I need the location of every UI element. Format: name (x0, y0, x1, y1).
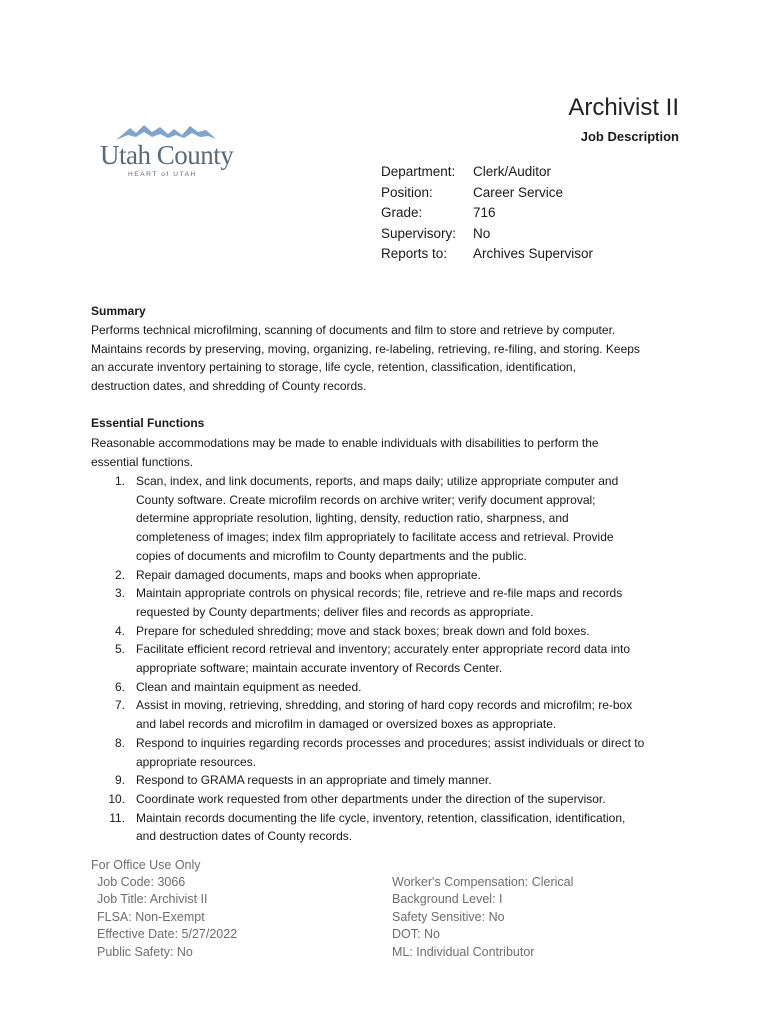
intro-line: Reasonable accommodations may be made to enable individuals with disabilities to perform the (91, 436, 599, 450)
info-label: Supervisory: (381, 225, 457, 241)
function-item (91, 640, 691, 677)
job-title: Job Title: Archivist II (97, 892, 208, 907)
info-label: Grade: (381, 205, 423, 220)
ml-level: ML: Individual Contributor (392, 944, 535, 959)
summary-line: an accurate inventory pertaining to storage, life cycle, retention, classification, identification, (91, 360, 576, 375)
function-line: County software. Create microfilm records on archive writer; verify document approval; (136, 492, 596, 507)
summary-line: Maintains records by preserving, moving, organizing, re-labeling, retrieving, re-filing, and storing. Keeps (91, 341, 640, 356)
function-item (91, 678, 691, 697)
function-item (91, 584, 691, 621)
function-line: Facilitate efficient record retrieval and inventory; accurately enter appropriate record data into (136, 642, 631, 657)
function-line: appropriate software; maintain accurate inventory of Records Center. (136, 661, 503, 676)
function-line: determine appropriate resolution, lighting, density, reduction ratio, sharpness, and (136, 511, 569, 526)
office-use-right-column (392, 874, 573, 961)
function-number: 8. (114, 735, 125, 750)
function-number: 10. (108, 791, 125, 806)
info-row-reports-to (381, 244, 593, 265)
function-number: 3. (114, 586, 125, 601)
function-line: and label records and microfilm in damaged or oversized boxes as appropriate. (136, 717, 557, 732)
function-number: 4. (114, 623, 125, 638)
info-value: 716 (473, 205, 496, 220)
function-number: 6. (114, 679, 125, 694)
function-item (91, 734, 691, 771)
summary-text (91, 321, 691, 396)
function-item (91, 790, 691, 809)
function-line: Respond to inquiries regarding records processes and procedures; assist individuals or direct to (136, 735, 645, 750)
info-row-grade (381, 203, 593, 224)
summary-line: destruction dates, and shredding of County records. (91, 379, 367, 394)
function-line: Coordinate work requested from other departments under the direction of the supervisor. (136, 791, 606, 806)
function-line: Assist in moving, retrieving, shredding, and storing of hard copy records and microfilm; re-box (136, 698, 633, 713)
summary-line: Performs technical microfilming, scanning of documents and film to store and retrieve by computer. (91, 323, 616, 337)
essential-intro (91, 434, 691, 471)
info-label: Department: (381, 164, 456, 179)
job-code: Job Code: 3066 (97, 875, 186, 889)
intro-line: essential functions. (91, 454, 194, 469)
essential-functions-heading: Essential Functions (91, 416, 205, 430)
info-value: Career Service (473, 184, 564, 200)
function-number: 1. (114, 474, 125, 488)
function-number: 11. (109, 810, 125, 825)
function-number: 7. (114, 698, 125, 713)
function-line: requested by County departments; deliver files and records as appropriate. (136, 604, 534, 619)
essential-functions-list (91, 472, 691, 846)
info-value: Archives Supervisor (473, 246, 594, 261)
function-line: Scan, index, and link documents, reports, and maps daily; utilize appropriate computer and (136, 474, 619, 488)
job-info-table (381, 162, 593, 265)
dot-status: DOT: No (392, 927, 440, 942)
function-item (91, 622, 691, 641)
function-line: copies of documents and microfilm to County departments and the public. (136, 548, 527, 563)
safety-sensitive: Safety Sensitive: No (392, 909, 505, 924)
function-line: Prepare for scheduled shredding; move and stack boxes; break down and fold boxes. (136, 623, 590, 638)
logo-tagline: HEART of UTAH (128, 171, 197, 178)
utah-county-logo (100, 122, 234, 180)
function-item (91, 472, 691, 566)
function-number: 2. (114, 567, 125, 582)
flsa-status: FLSA: Non-Exempt (97, 909, 205, 924)
page-title: Archivist II (568, 94, 679, 121)
info-row-position (381, 183, 593, 204)
info-value: No (473, 225, 491, 241)
function-line: Respond to GRAMA requests in an appropriate and timely manner. (136, 773, 492, 788)
info-row-supervisory (381, 224, 593, 245)
function-line: completeness of images; index film appropriately to facilitate access and retrieval. Provide (136, 530, 614, 545)
info-label: Position: (381, 184, 433, 200)
workers-compensation: Worker's Compensation: Clerical (392, 875, 574, 889)
function-item (91, 566, 691, 585)
logo-name: Utah County (100, 140, 234, 170)
function-line: and destruction dates of County records. (136, 829, 353, 844)
office-use-heading: For Office Use Only (91, 858, 201, 872)
page-subtitle: Job Description (580, 129, 679, 144)
function-number: 5. (114, 642, 125, 657)
info-label: Reports to: (381, 246, 448, 261)
info-row-department (381, 162, 593, 183)
function-line: appropriate resources. (136, 754, 257, 769)
function-item (91, 809, 691, 846)
summary-heading: Summary (91, 304, 146, 318)
function-line: Maintain records documenting the life cycle, inventory, retention, classification, identification, (136, 810, 626, 825)
public-safety: Public Safety: No (97, 944, 193, 959)
background-level: Background Level: I (392, 892, 503, 907)
function-item (91, 771, 691, 790)
effective-date: Effective Date: 5/27/2022 (97, 927, 238, 942)
function-number: 9. (114, 773, 125, 788)
function-item (91, 696, 691, 733)
office-use-left-column (97, 874, 237, 961)
function-line: Clean and maintain equipment as needed. (136, 679, 362, 694)
function-line: Maintain appropriate controls on physical records; file, retrieve and re-file maps and records (136, 586, 623, 601)
info-value: Clerk/Auditor (473, 164, 552, 179)
function-line: Repair damaged documents, maps and books when appropriate. (136, 567, 481, 582)
